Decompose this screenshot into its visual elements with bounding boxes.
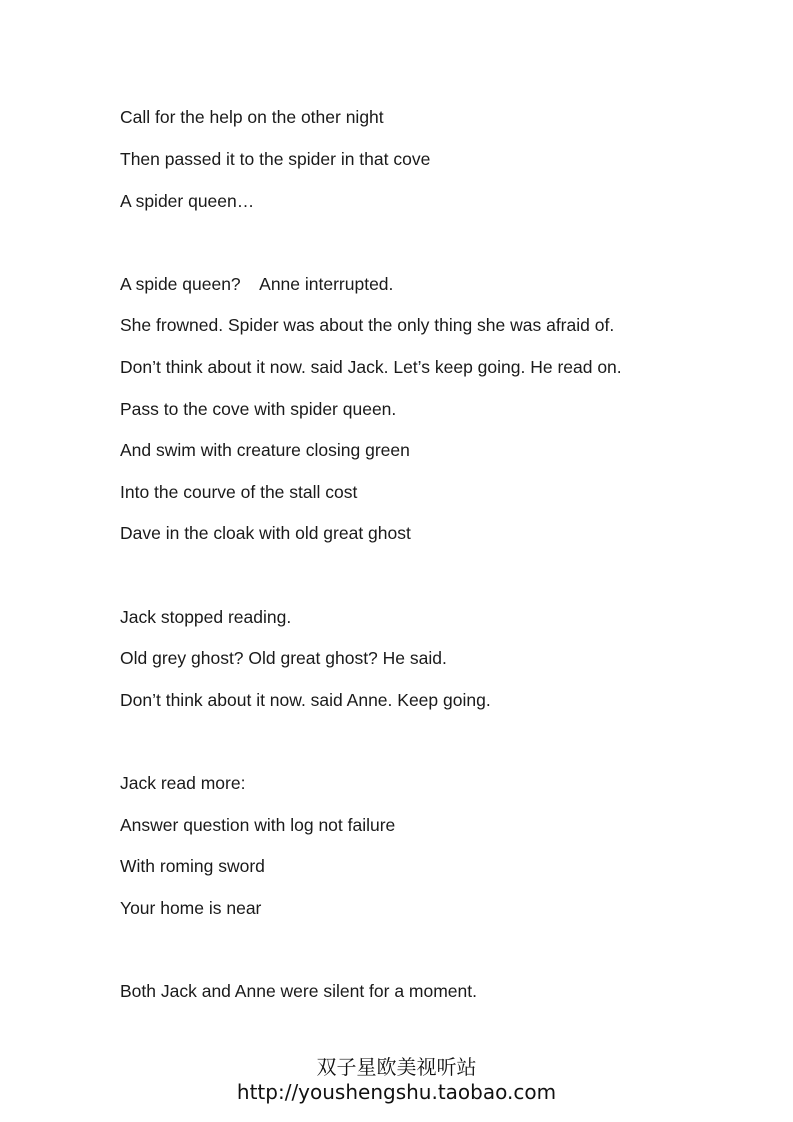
- text-line: Answer question with log not failure: [120, 815, 396, 835]
- text-line: Pass to the cove with spider queen.: [120, 399, 397, 419]
- footer-shop-name: 双子星欧美视听站: [316, 1055, 477, 1079]
- text-line: Then passed it to the spider in that cove: [120, 149, 431, 169]
- text-line: A spider queen…: [120, 191, 255, 211]
- text-line: Your home is near: [120, 898, 262, 918]
- text-line: A spide queen? Anne interrupted.: [120, 274, 394, 294]
- text-line: With roming sword: [120, 856, 265, 876]
- footer-url: http://youshengshu.taobao.com: [236, 1080, 557, 1104]
- text-line: Into the courve of the stall cost: [120, 482, 358, 502]
- text-line: She frowned. Spider was about the only thing she was afraid of.: [120, 315, 615, 335]
- text-line: Jack stopped reading.: [120, 607, 292, 627]
- text-line: Don’t think about it now. said Anne. Keep going.: [120, 690, 491, 710]
- text-line: Dave in the cloak with old great ghost: [120, 523, 411, 543]
- text-line: Call for the help on the other night: [120, 107, 384, 127]
- text-line: And swim with creature closing green: [120, 440, 410, 460]
- text-line: Old grey ghost? Old great ghost? He said.: [120, 648, 447, 668]
- text-line: Both Jack and Anne were silent for a moment.: [120, 981, 477, 1001]
- text-line: Don’t think about it now. said Jack. Let’s keep going. He read on.: [120, 357, 622, 377]
- text-line: Jack read more:: [120, 773, 246, 793]
